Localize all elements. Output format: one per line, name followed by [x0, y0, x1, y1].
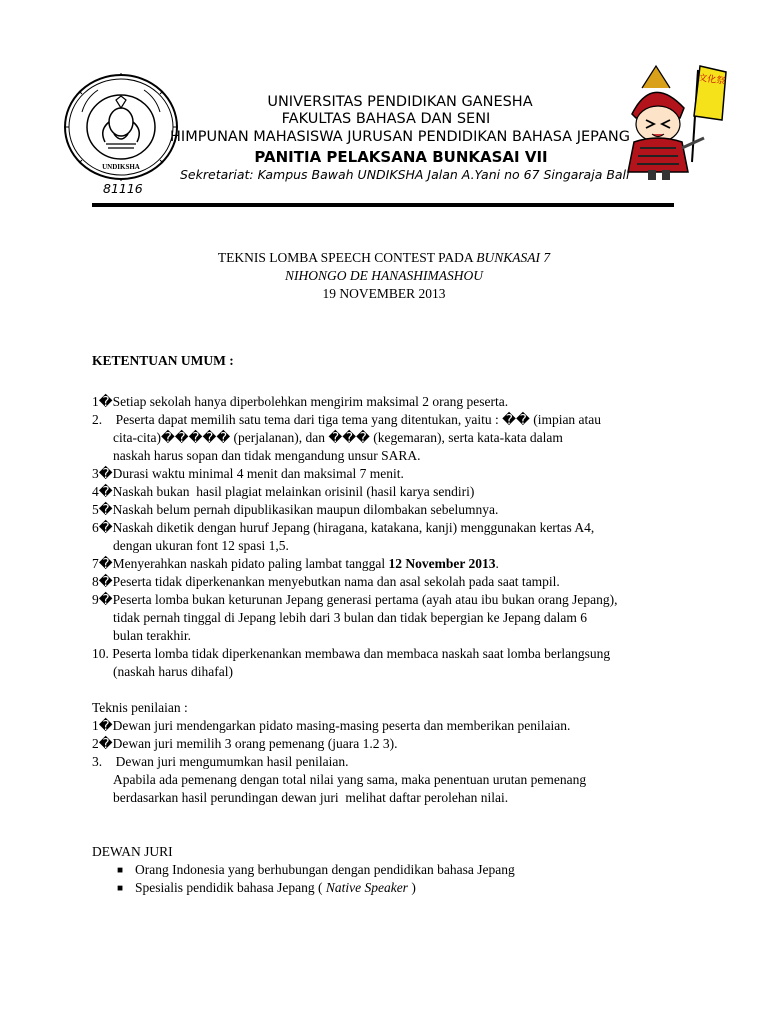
- rule-line: dengan ukuran font 12 spasi 1,5.: [113, 538, 289, 553]
- rule-line: tidak pernah tinggal di Jepang lebih dari 3 bulan dan tidak bepergian ke Jepang dalam 6: [113, 610, 587, 625]
- rule-line: 8�Peserta tidak diperkenankan menyebutkan nama dan asal sekolah pada saat tampil.: [92, 574, 560, 589]
- bullet-icon: ■: [117, 883, 124, 894]
- rule-line-deadline: [92, 556, 499, 572]
- rule-line: 3�Durasi waktu minimal 4 menit dan maksimal 7 menit.: [92, 466, 404, 481]
- assessment-line: 2�Dewan juri memilih 3 orang pemenang (juara 1.2 3).: [92, 736, 398, 751]
- header-university: UNIVERSITAS PENDIDIKAN GANESHA: [267, 94, 533, 110]
- document-subtitle: NIHONGO DE HANASHIMASHOU: [285, 268, 483, 283]
- title-prefix: TEKNIS LOMBA SPEECH CONTEST PADA: [217, 250, 477, 265]
- rule-line: 6�Naskah diketik dengan huruf Jepang (hiragana, katakana, kanji) menggunakan kertas A4,: [92, 520, 595, 535]
- header-secretariat: Sekretariat: Kampus Bawah UNDIKSHA Jalan A.Yani no 67 Singaraja Bali: [180, 167, 630, 182]
- document-date: 19 NOVEMBER 2013: [322, 286, 446, 301]
- jury-item-native: Native Speaker: [325, 880, 408, 895]
- bullet-icon: ■: [117, 865, 124, 876]
- rule-line: bulan terakhir.: [113, 628, 191, 643]
- header-committee: PANITIA PELAKSANA BUNKASAI VII: [254, 148, 548, 166]
- rule-line: 4�Naskah bukan hasil plagiat melainkan orisinil (hasil karya sendiri): [92, 484, 475, 499]
- rule-line: 9�Peserta lomba bukan keturunan Jepang generasi pertama (ayah atau ibu bukan orang Jepang),: [92, 592, 618, 607]
- rule-line: naskah harus sopan dan tidak mengandung unsur SARA.: [113, 448, 421, 463]
- jury-item-prefix: Spesialis pendidik bahasa Jepang (: [135, 880, 326, 895]
- header-postal-code: 81116: [103, 181, 143, 196]
- assessment-line: Apabila ada pemenang dengan total nilai yang sama, maka penentuan urutan pemenang: [113, 772, 587, 787]
- banner-text: 文化祭: [697, 73, 726, 87]
- document-title: [0, 250, 768, 266]
- assessment-line: berdasarkan hasil perundingan dewan juri melihat daftar perolehan nilai.: [113, 790, 509, 805]
- rule-line: 5�Naskah belum pernah dipublikasikan maupun dilombakan sebelumnya.: [92, 502, 499, 517]
- section-heading-penilaian: Teknis penilaian :: [92, 700, 188, 715]
- header-divider: [92, 203, 674, 207]
- rule-line: 1�Setiap sekolah hanya diperbolehkan mengirim maksimal 2 orang peserta.: [92, 394, 509, 409]
- jury-item-suffix: ): [407, 880, 416, 895]
- deadline-date: 12 November 2013: [388, 556, 496, 571]
- logo-text: UNDIKSHA: [102, 163, 140, 171]
- rule-line: (naskah harus dihafal): [113, 664, 233, 679]
- section-heading-ketentuan: KETENTUAN UMUM :: [92, 353, 234, 368]
- deadline-end: .: [495, 556, 499, 571]
- header-faculty: FAKULTAS BAHASA DAN SENI: [281, 111, 491, 127]
- header-association: HIMPUNAN MAHASISWA JURUSAN PENDIDIKAN BAHASA JEPANG: [170, 129, 630, 145]
- assessment-line: 3. Dewan juri mengumumkan hasil penilaian.: [92, 754, 349, 769]
- jury-item: Orang Indonesia yang berhubungan dengan pendidikan bahasa Jepang: [135, 862, 515, 877]
- rule-line: cita-cita)����� (perjalanan), dan ��� (kegemaran), serta kata-kata dalam: [113, 430, 563, 445]
- jury-item: [135, 880, 416, 896]
- assessment-line: 1�Dewan juri mendengarkan pidato masing-masing peserta dan memberikan penilaian.: [92, 718, 571, 733]
- rule-line: 10. Peserta lomba tidak diperkenankan membawa dan membaca naskah saat lomba berlangsung: [92, 646, 611, 661]
- deadline-text: 7�Menyerahkan naskah pidato paling lambat tanggal: [92, 556, 389, 571]
- title-event: BUNKASAI 7: [476, 250, 551, 265]
- section-heading-juri: DEWAN JURI: [92, 844, 173, 859]
- rule-line: 2. Peserta dapat memilih satu tema dari tiga tema yang ditentukan, yaitu : �� (impian atau: [92, 412, 602, 427]
